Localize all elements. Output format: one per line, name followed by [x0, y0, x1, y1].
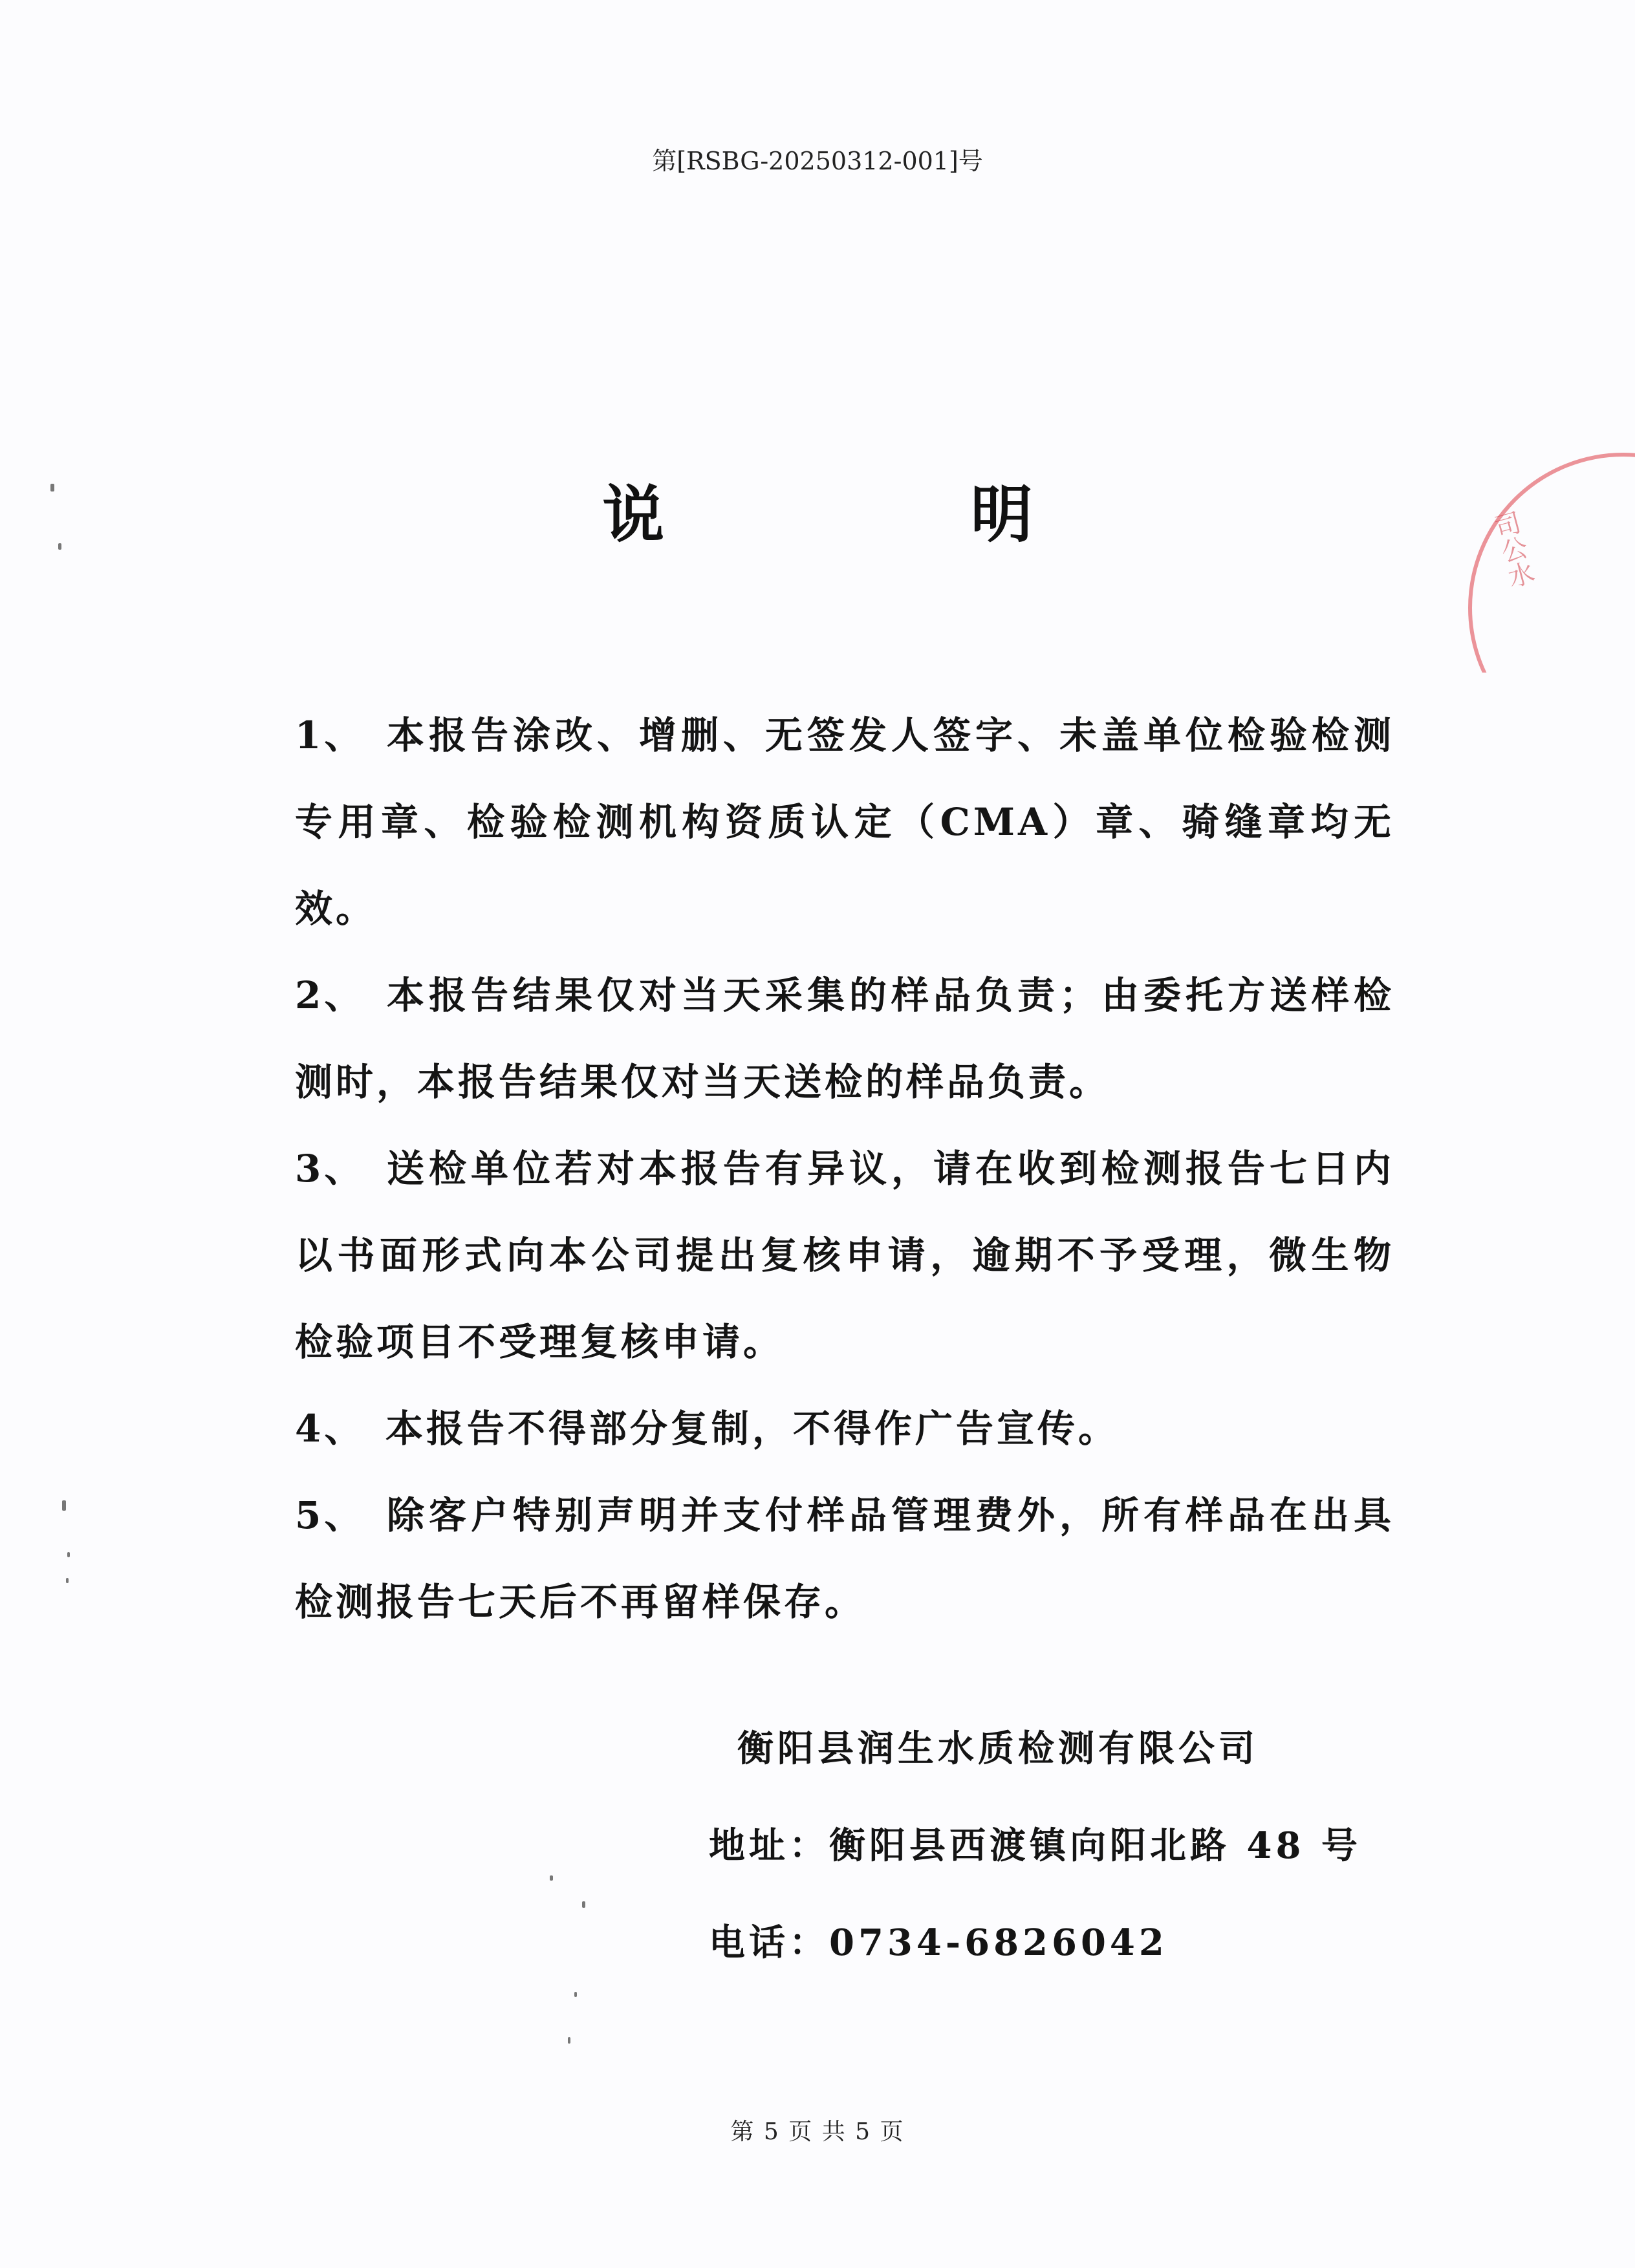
- clause-item: [295, 1385, 1394, 1472]
- clause-number: 2、: [295, 973, 365, 1017]
- company-address: 地址：衡阳县西渡镇向阳北路 48 号: [709, 1824, 1361, 1867]
- clause-list: [295, 692, 1394, 1645]
- clause-text: 除客户特别声明并支付样品管理费外，所有样品在出具检测报告七天后不再留样保存。: [295, 1493, 1394, 1624]
- clause-text: 本报告结果仅对当天采集的样品负责；由委托方送样检测时，本报告结果仅对当天送检的样品负责。: [295, 973, 1394, 1104]
- clause-number: 4、: [295, 1407, 365, 1451]
- company-name: 衡阳县润生水质检测有限公司: [737, 1727, 1259, 1770]
- clause-item: [295, 1472, 1394, 1645]
- report-number: 第[RSBG-20250312-001]号: [652, 147, 983, 175]
- clause-number: 3、: [295, 1147, 365, 1191]
- clause-item: [295, 692, 1394, 952]
- clause-item: [295, 952, 1394, 1125]
- clause-item: [295, 1125, 1394, 1385]
- clause-text: 本报告涂改、增删、无签发人签字、未盖单位检验检测专用章、检验检测机构资质认定（CMA）章、骑缝章均无效。: [295, 713, 1394, 931]
- page-footer: 第 5 页 共 5 页: [730, 2119, 905, 2145]
- clause-number: 1、: [295, 713, 365, 757]
- company-phone: 电话：0734-6826042: [709, 1921, 1168, 1964]
- page-title: 说 明: [602, 478, 1175, 551]
- clause-number: 5、: [295, 1493, 365, 1537]
- seal-text: 司公水: [1488, 508, 1537, 592]
- clause-text: 本报告不得部分复制，不得作广告宣传。: [385, 1407, 1120, 1451]
- clause-text: 送检单位若对本报告有异议，请在收到检测报告七日内以书面形式向本公司提出复核申请，逾期不予受理，微生物检验项目不受理复核申请。: [295, 1147, 1394, 1364]
